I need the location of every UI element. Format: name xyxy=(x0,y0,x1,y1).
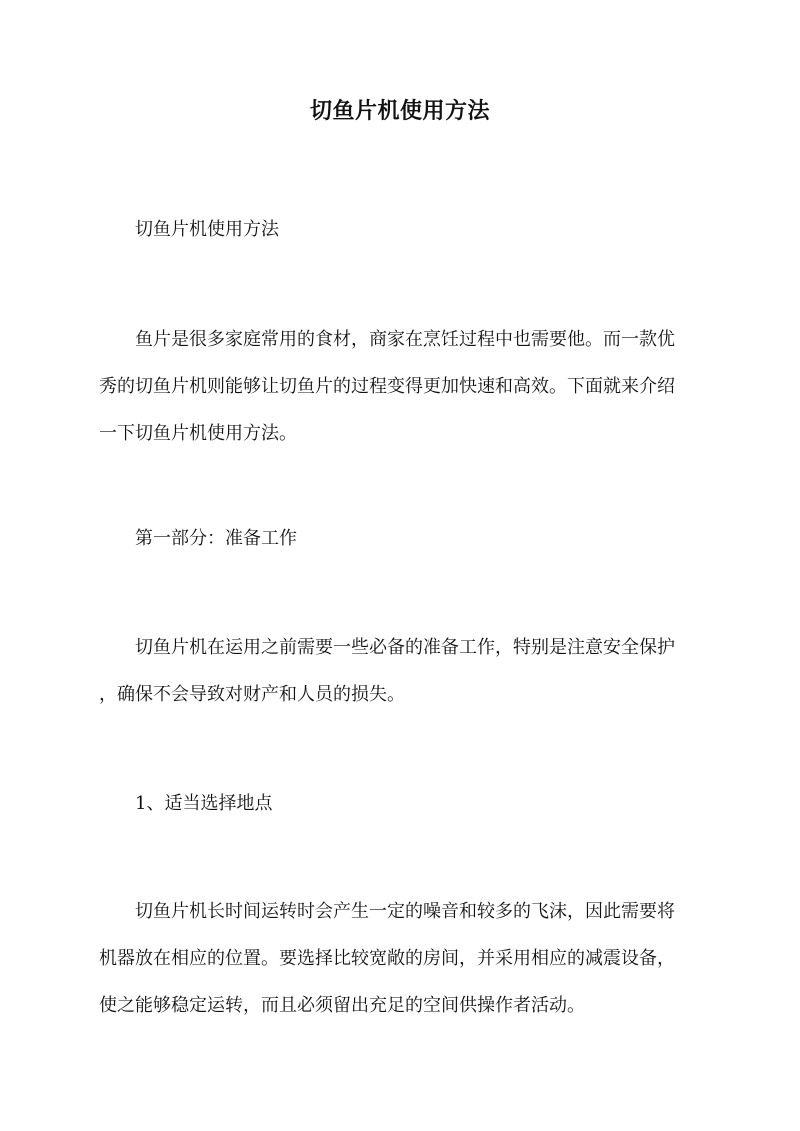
part1-heading xyxy=(99,515,711,562)
intro-line-3: 一下切鱼片机使用方法。 xyxy=(99,423,297,444)
document-title: 切鱼片机使用方法 xyxy=(309,98,490,124)
item1-line-2: 机器放在相应的位置。要选择比较宽敞的房间，并采用相应的减震设备， xyxy=(99,948,675,969)
intro-paragraph xyxy=(99,316,711,457)
intro-line-1: 鱼片是很多家庭常用的食材，商家在烹饪过程中也需要他。而一款优 xyxy=(135,329,675,350)
item1-heading-text: 1、适当选择地点 xyxy=(135,793,273,814)
section-heading-main-text: 切鱼片机使用方法 xyxy=(135,219,279,240)
intro-line-2: 秀的切鱼片机则能够让切鱼片的过程变得更加快速和高效。下面就来介绍 xyxy=(99,376,675,397)
item1-heading xyxy=(99,780,711,827)
item1-line-1: 切鱼片机长时间运转时会产生一定的噪音和较多的飞沫，因此需要将 xyxy=(135,901,675,922)
part1-line-2: ，确保不会导致对财产和人员的损失。 xyxy=(99,684,405,705)
item1-paragraph xyxy=(99,888,711,1029)
section-heading-main xyxy=(99,206,711,253)
part1-heading-text: 第一部分：准备工作 xyxy=(135,528,297,549)
item1-line-3: 使之能够稳定运转，而且必须留出充足的空间供操作者活动。 xyxy=(99,995,585,1016)
part1-line-1: 切鱼片机在运用之前需要一些必备的准备工作，特别是注意安全保护 xyxy=(135,637,675,658)
part1-paragraph xyxy=(99,624,711,718)
